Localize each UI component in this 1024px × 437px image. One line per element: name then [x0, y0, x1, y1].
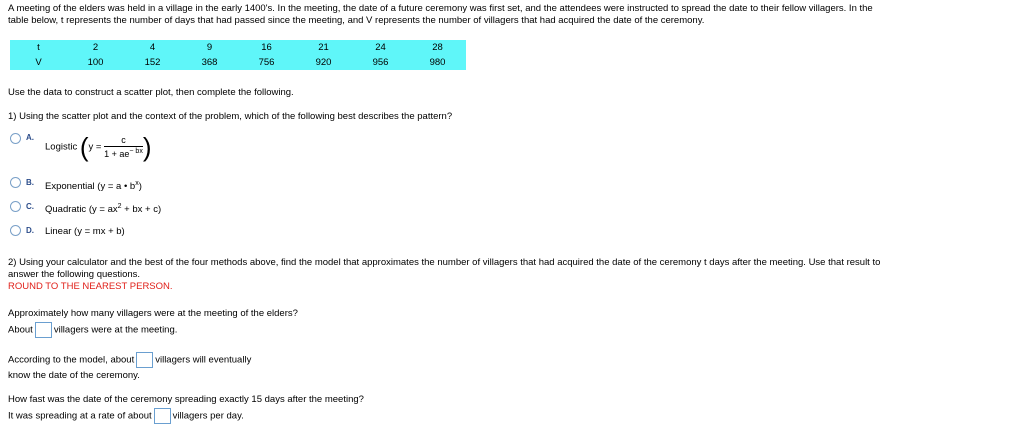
option-d-letter: D.: [26, 226, 34, 235]
option-b-tail: ): [138, 181, 142, 193]
table-cell: 920: [315, 57, 332, 68]
table-cell: 28: [432, 42, 443, 53]
table-cell: 2: [92, 42, 99, 53]
table-label-t: t: [37, 42, 40, 53]
option-c-label: [45, 203, 161, 215]
part-c-prefix: It was spreading at a rate of about: [8, 410, 152, 422]
part-b-suffix: villagers will eventually: [155, 354, 252, 366]
intro-line-1: A meeting of the elders was held in a village in the early 1400's. In the meeting, the date of a future ceremony was first set, and the attendees were instructed to spread the date to their fellow villagers. In the: [8, 3, 873, 14]
option-b-radio[interactable]: [10, 177, 21, 188]
round-note: ROUND TO THE NEAREST PERSON.: [8, 281, 173, 292]
option-c-radio[interactable]: [10, 201, 21, 212]
option-c-exp: 2: [117, 203, 122, 210]
fraction-numerator: c: [104, 135, 143, 147]
table-cell: 4: [149, 42, 156, 53]
option-b-exp: x: [135, 180, 139, 187]
table-cell: 152: [144, 57, 161, 68]
table-label-v: V: [35, 57, 42, 68]
part-c-suffix: villagers per day.: [172, 410, 244, 422]
paren-open: (: [79, 132, 89, 162]
q2-line-2: answer the following questions.: [8, 269, 141, 280]
instruction-text: Use the data to construct a scatter plot, then complete the following.: [8, 87, 294, 98]
option-d-label: Linear (y = mx + b): [45, 226, 125, 237]
table-cell: 756: [258, 57, 275, 68]
option-a-label: Logistic: [45, 141, 78, 153]
option-c-text: Quadratic (y = ax: [45, 204, 118, 216]
part-b-answer-input[interactable]: [136, 352, 153, 368]
formula-lhs: y =: [88, 141, 102, 153]
table-cell: 16: [261, 42, 272, 53]
part-b-prefix: According to the model, about: [8, 354, 135, 366]
part-b-line-2: know the date of the ceremony.: [8, 370, 140, 381]
q2-prompt: [8, 257, 1018, 293]
intro-line-2: table below, t represents the number of days that had passed since the meeting, and V represents the number of villagers that had acquired the date of the ceremony.: [8, 15, 705, 26]
table-row-v: [10, 55, 466, 70]
table-cell: 980: [429, 57, 446, 68]
denominator-exponent: − bx: [129, 148, 143, 155]
part-c-answer-line: [8, 408, 244, 424]
option-a-letter: A.: [26, 133, 34, 142]
option-a-content: [45, 134, 152, 160]
option-c-tail: + bx + c): [121, 204, 162, 216]
part-a-answer-line: [8, 322, 177, 338]
part-c-question: How fast was the date of the ceremony spreading exactly 15 days after the meeting?: [8, 394, 364, 405]
option-d-radio[interactable]: [10, 225, 21, 236]
option-a-radio[interactable]: [10, 133, 21, 144]
fraction-denominator: [104, 147, 143, 159]
part-a-prefix: About: [8, 324, 33, 336]
option-b-letter: B.: [26, 178, 34, 187]
part-a-suffix: villagers were at the meeting.: [53, 324, 178, 336]
table-cell: 956: [372, 57, 389, 68]
part-a-answer-input[interactable]: [35, 322, 52, 338]
table-cell: 21: [318, 42, 329, 53]
table-row-t: [10, 40, 466, 55]
part-b-answer-line: [8, 352, 251, 368]
table-cell: 368: [201, 57, 218, 68]
data-table: [10, 40, 466, 70]
denominator-base: 1 + ae: [104, 149, 130, 159]
table-cell: 100: [87, 57, 104, 68]
option-b-text: Exponential (y = a • b: [45, 181, 136, 193]
q1-prompt: 1) Using the scatter plot and the context of the problem, which of the following best describes the pattern?: [8, 111, 453, 122]
option-b-label: [45, 180, 142, 192]
table-cell: 24: [375, 42, 386, 53]
part-c-answer-input[interactable]: [154, 408, 171, 424]
q2-line-1: 2) Using your calculator and the best of the four methods above, find the model that approximates the number of villagers that had acquired the date of the ceremony t days after the meeting. Use that result to: [8, 257, 881, 268]
problem-intro: [8, 3, 1016, 27]
option-c-letter: C.: [26, 202, 34, 211]
table-cell: 9: [206, 42, 213, 53]
logistic-fraction: [104, 135, 143, 159]
part-a-question: Approximately how many villagers were at the meeting of the elders?: [8, 308, 298, 319]
paren-close: ): [142, 132, 152, 162]
